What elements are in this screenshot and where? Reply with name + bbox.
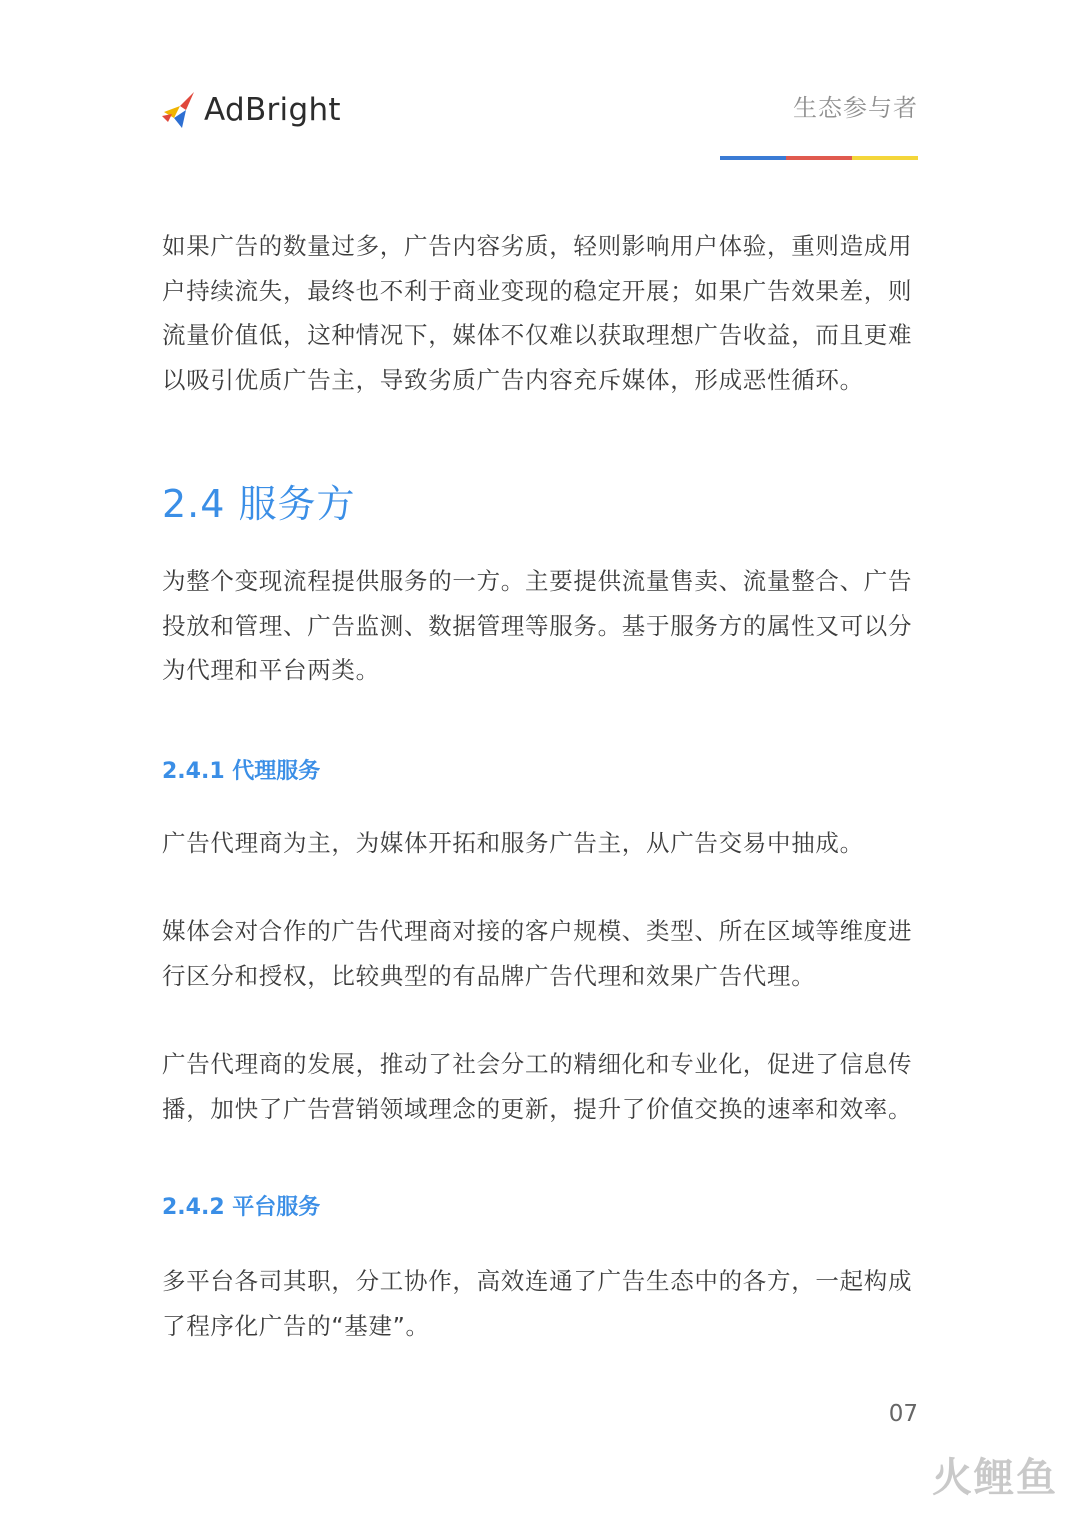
rocket-logo-icon [160,90,198,130]
section-paragraph: 为整个变现流程提供服务的一方。主要提供流量售卖、流量整合、广告投放和管理、广告监测、数据管理等服务。基于服务方的属性又可以分为代理和平台两类。 [162,567,913,684]
page-header [0,0,1080,170]
agency-paragraph-3: 广告代理商的发展，推动了社会分工的精细化和专业化，促进了信息传播，加快了广告营销领域理念的更新，提升了价值交换的速率和效率。 [162,1050,913,1123]
header-title: 生态参与者 [793,94,918,122]
subsection-heading-agency: 2.4.1 代理服务 [162,759,321,784]
color-bar-blue [720,156,786,160]
section-heading: 2.4 服务方 [162,482,356,526]
adbright-logo [160,88,341,132]
intro-paragraph: 如果广告的数量过多，广告内容劣质，轻则影响用户体验，重则造成用户持续流失，最终也不利于商业变现的稳定开展；如果广告效果差，则流量价值低，这种情况下，媒体不仅难以获取理想广告收益，而且更难以吸引优质广告主，导致劣质广告内容充斥媒体，形成恶性循环。 [162,232,913,394]
header-color-bar [720,156,918,160]
subsection-heading-platform: 2.4.2 平台服务 [162,1195,321,1220]
logo-wordmark: AdBright [204,92,341,128]
platform-paragraph-1: 多平台各司其职，分工协作，高效连通了广告生态中的各方，一起构成了程序化广告的“基建”。 [162,1267,913,1340]
agency-paragraph-2: 媒体会对合作的广告代理商对接的客户规模、类型、所在区域等维度进行区分和授权，比较典型的有品牌广告代理和效果广告代理。 [162,917,913,990]
color-bar-yellow [852,156,918,160]
agency-paragraph-1: 广告代理商为主，为媒体开拓和服务广告主，从广告交易中抽成。 [162,829,864,857]
page-number: 07 [888,1401,918,1427]
watermark: 火鲤鱼 [932,1455,1058,1501]
color-bar-red [786,156,852,160]
